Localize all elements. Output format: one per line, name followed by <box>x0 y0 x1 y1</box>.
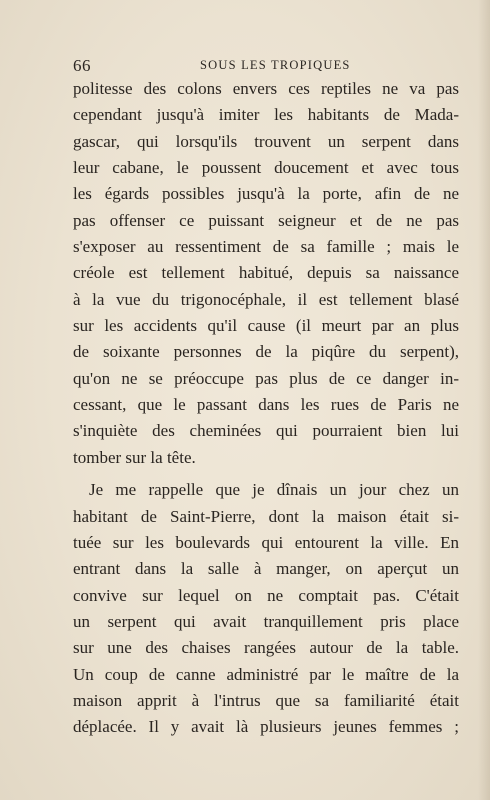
text-line: Un coup de canne administré par le maître de la <box>73 664 459 684</box>
text-line: à la vue du trigonocéphale, il est tellement blasé <box>73 289 459 309</box>
page-edge-shadow <box>478 0 490 800</box>
text-line: s'inquiète des cheminées qui pourraient bien lui <box>73 421 459 441</box>
text-line: cessant, que le passant dans les rues de Paris ne <box>73 395 459 415</box>
text-line: s'exposer au ressentiment de sa famille ; mais le <box>73 237 459 257</box>
text-line: Je me rappelle que je dînais un jour chez un <box>89 480 459 500</box>
text-line: tomber sur la tête. <box>73 447 196 467</box>
body-text <box>73 76 459 741</box>
text-line: gascar, qui lorsqu'ils trouvent un serpent dans <box>73 131 459 151</box>
text-line: déplacée. Il y avait là plusieurs jeunes femmes ; <box>73 717 459 737</box>
text-line: sur une des chaises rangées autour de la table. <box>73 638 459 658</box>
paragraph-1 <box>73 76 459 471</box>
paragraph-2 <box>73 477 459 740</box>
text-line: de soixante personnes de la piqûre du serpent), <box>73 342 459 362</box>
text-line: créole est tellement habitué, depuis sa naissance <box>73 263 459 283</box>
text-line: un serpent qui avait tranquillement pris place <box>73 611 459 631</box>
text-line: convive sur lequel on ne comptait pas. C'était <box>73 585 459 605</box>
text-line: politesse des colons envers ces reptiles ne va pas <box>73 79 459 98</box>
text-line: cependant jusqu'à imiter les habitants de Mada- <box>73 105 459 125</box>
text-line: tuée sur les boulevards qui entourent la ville. En <box>73 532 459 552</box>
text-line: maison apprit à l'intrus que sa familiarité était <box>73 690 459 710</box>
page-number: 66 <box>73 56 91 75</box>
text-line: sur les accidents qu'il cause (il meurt par an plus <box>73 316 459 336</box>
text-line: qu'on ne se préoccupe pas plus de ce danger in- <box>73 368 459 388</box>
text-line: pas offenser ce puissant seigneur et de ne pas <box>73 210 459 230</box>
text-line: entrant dans la salle à manger, on aperçut un <box>73 559 459 579</box>
text-line: leur cabane, le poussent doucement et avec tous <box>73 158 459 178</box>
text-line: habitant de Saint-Pierre, dont la maison était si- <box>73 506 459 526</box>
running-title: SOUS LES TROPIQUES <box>200 58 351 72</box>
text-line: les égards possibles jusqu'à la porte, afin de ne <box>73 184 459 204</box>
page-header <box>73 56 459 78</box>
